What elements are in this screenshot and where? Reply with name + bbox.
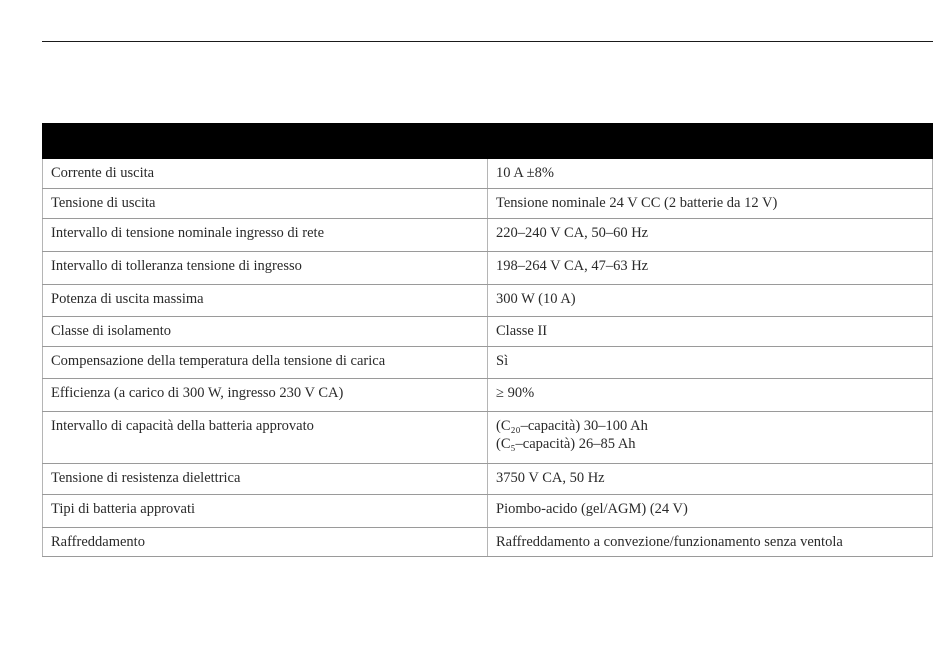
value-line: Classe II xyxy=(496,323,548,339)
value-line: (C₂₀–capacità) 30–100 Ah xyxy=(496,418,648,434)
param-cell: Raffreddamento xyxy=(42,528,488,556)
param-cell: Classe di isolamento xyxy=(42,317,488,346)
table-row xyxy=(42,159,933,189)
param-cell: Corrente di uscita xyxy=(42,159,488,188)
value-cell xyxy=(488,317,933,346)
param-cell: Intervallo di capacità della batteria approvato xyxy=(42,412,488,463)
value-cell xyxy=(488,159,933,188)
value-cell xyxy=(488,252,933,284)
value-line: (C₅–capacità) 26–85 Ah xyxy=(496,436,636,452)
table-header-bar xyxy=(42,123,933,159)
value-cell xyxy=(488,379,933,411)
table-row xyxy=(42,189,933,219)
param-cell: Tensione di uscita xyxy=(42,189,488,218)
value-line: Raffreddamento a convezione/funzionamento senza ventola xyxy=(496,534,843,550)
table-row xyxy=(42,347,933,379)
value-cell xyxy=(488,219,933,251)
table-row xyxy=(42,285,933,317)
param-cell: Intervallo di tensione nominale ingresso di rete xyxy=(42,219,488,251)
param-cell: Potenza di uscita massima xyxy=(42,285,488,316)
table-row xyxy=(42,464,933,495)
value-line: 198–264 V CA, 47–63 Hz xyxy=(496,258,649,274)
value-cell xyxy=(488,347,933,378)
value-line: 220–240 V CA, 50–60 Hz xyxy=(496,225,649,241)
param-cell: Efficienza (a carico di 300 W, ingresso 230 V CA) xyxy=(42,379,488,411)
value-cell xyxy=(488,464,933,494)
spec-table xyxy=(42,123,933,557)
table-row xyxy=(42,495,933,528)
value-cell xyxy=(488,285,933,316)
param-cell: Tipi di batteria approvati xyxy=(42,495,488,527)
table-row xyxy=(42,219,933,252)
value-cell xyxy=(488,412,933,463)
value-cell xyxy=(488,528,933,556)
value-line: Tensione nominale 24 V CC (2 batterie da 12 V) xyxy=(496,195,778,211)
value-line: 10 A ±8% xyxy=(496,165,554,181)
param-cell: Compensazione della temperatura della tensione di carica xyxy=(42,347,488,378)
top-rule xyxy=(42,41,933,42)
table-row xyxy=(42,317,933,347)
value-line: Piombo-acido (gel/AGM) (24 V) xyxy=(496,501,688,517)
table-row xyxy=(42,379,933,412)
table-row xyxy=(42,252,933,285)
value-cell xyxy=(488,495,933,527)
value-cell xyxy=(488,189,933,218)
param-cell: Intervallo di tolleranza tensione di ingresso xyxy=(42,252,488,284)
value-line: ≥ 90% xyxy=(496,385,535,401)
param-cell: Tensione di resistenza dielettrica xyxy=(42,464,488,494)
table-row xyxy=(42,528,933,557)
table-row xyxy=(42,412,933,464)
value-line: 300 W (10 A) xyxy=(496,291,576,307)
value-line: Sì xyxy=(496,353,509,369)
value-line: 3750 V CA, 50 Hz xyxy=(496,470,605,486)
